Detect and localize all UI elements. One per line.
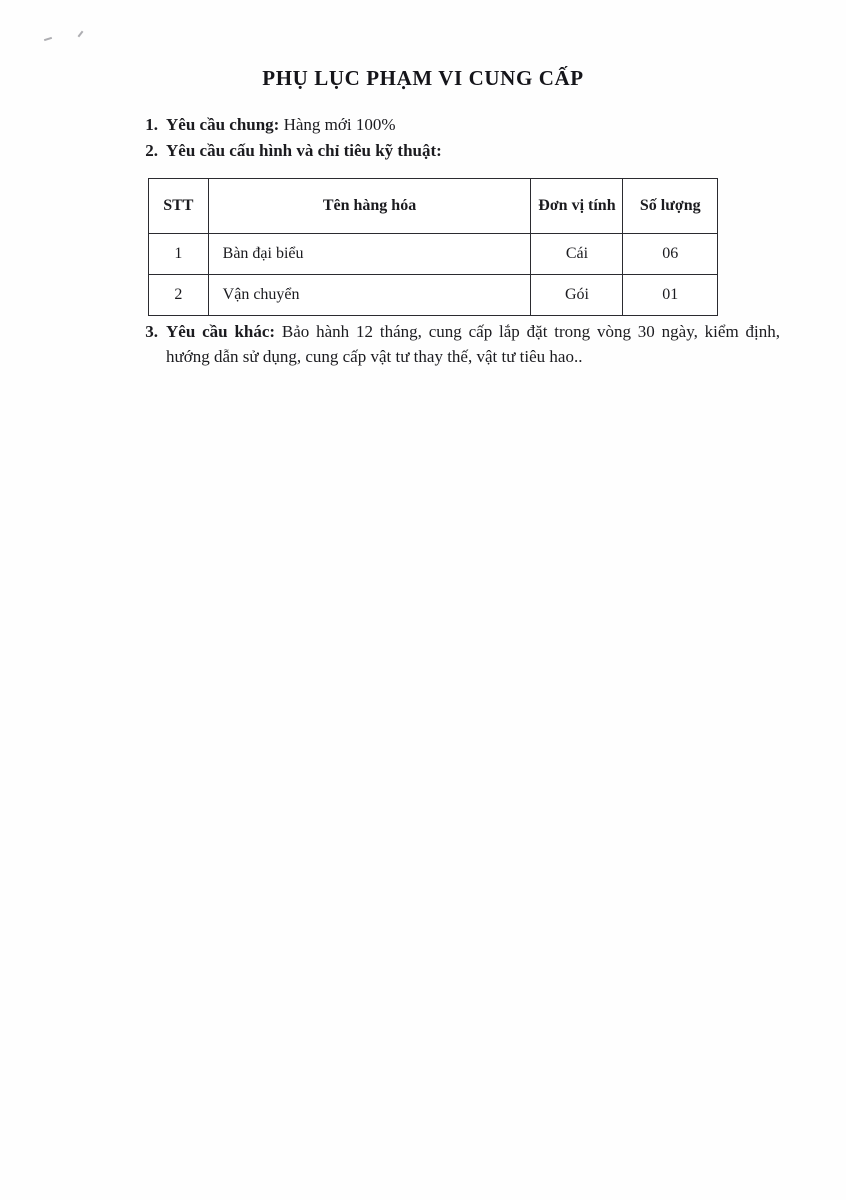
clause-number: 3. xyxy=(145,322,158,341)
table-header-row xyxy=(149,179,718,234)
clause-other-requirements xyxy=(140,320,780,369)
page-title: PHỤ LỤC PHẠM VI CUNG CẤP xyxy=(262,66,584,90)
clause-text: Bảo hành 12 tháng, cung cấp lắp đặt trong vòng 30 ngày, kiểm định, hướng dẫn sử dụng, cung cấp vật tư thay thế, vật tư tiêu hao.. xyxy=(166,322,780,366)
clause-general-requirements xyxy=(140,113,740,138)
table-row xyxy=(149,275,718,316)
clause-lead: Yêu cầu khác: xyxy=(166,322,276,341)
scan-artifact-mark xyxy=(78,31,84,38)
scope-of-supply-table xyxy=(148,178,718,316)
cell-unit: Cái xyxy=(531,234,623,275)
clause-body xyxy=(166,113,740,138)
column-header-item-name: Tên hàng hóa xyxy=(208,179,531,234)
clause-number: 2. xyxy=(145,141,158,160)
column-header-quantity: Số lượng xyxy=(623,179,718,234)
cell-stt: 1 xyxy=(149,234,209,275)
cell-item-name: Vận chuyển xyxy=(208,275,531,316)
clause-text: Hàng mới 100% xyxy=(279,115,396,134)
cell-quantity: 01 xyxy=(623,275,718,316)
table-row xyxy=(149,234,718,275)
table-body xyxy=(149,234,718,316)
cell-unit: Gói xyxy=(531,275,623,316)
clause-technical-requirements xyxy=(140,139,740,164)
scan-artifact-mark xyxy=(44,37,52,41)
clause-number: 1. xyxy=(145,115,158,134)
cell-item-name: Bàn đại biểu xyxy=(208,234,531,275)
table-header xyxy=(149,179,718,234)
clause-lead: Yêu cầu chung: xyxy=(166,115,280,134)
cell-stt: 2 xyxy=(149,275,209,316)
clause-body xyxy=(166,139,740,164)
cell-quantity: 06 xyxy=(623,234,718,275)
column-header-unit: Đơn vị tính xyxy=(531,179,623,234)
column-header-stt: STT xyxy=(149,179,209,234)
clause-lead: Yêu cầu cấu hình và chỉ tiêu kỹ thuật: xyxy=(166,141,442,160)
clause-body xyxy=(166,320,780,369)
